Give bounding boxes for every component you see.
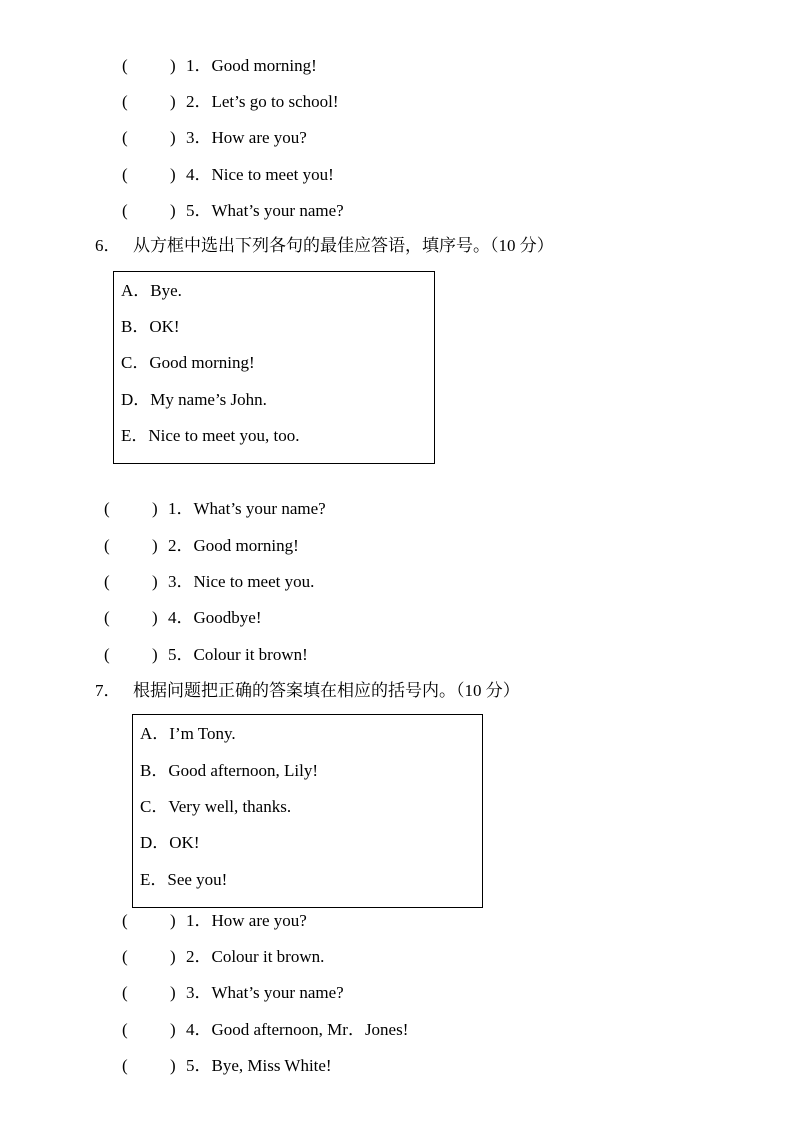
section6-instructions: 从方框中选出下列各句的最佳应答语，填序号。（10 分）: [133, 236, 554, 255]
option-item: A．Bye.: [121, 281, 182, 300]
section7-number: 7．: [95, 681, 121, 700]
answer-blank-open: (: [122, 983, 128, 1002]
section6-number: 6．: [95, 236, 121, 255]
answer-blank-open: (: [122, 911, 128, 930]
answer-blank-close: ): [152, 608, 158, 627]
answer-blank-close: ): [170, 1020, 176, 1039]
question-text: 1．How are you?: [186, 911, 307, 930]
section7-instructions: 根据问题把正确的答案填在相应的括号内。（10 分）: [133, 681, 520, 700]
option-item: B．OK!: [121, 317, 180, 336]
option-item: B．Good afternoon, Lily!: [140, 761, 318, 780]
question-text: 2．Let’s go to school!: [186, 92, 339, 111]
answer-blank-close: ): [152, 645, 158, 664]
answer-blank-close: ): [170, 911, 176, 930]
option-item: A．I’m Tony.: [140, 724, 236, 743]
question-text: 2．Good morning!: [168, 536, 299, 555]
question-text: 3．Nice to meet you.: [168, 572, 315, 591]
question-text: 5．What’s your name?: [186, 201, 344, 220]
answer-blank-open: (: [122, 128, 128, 147]
option-item: E．Nice to meet you, too.: [121, 426, 300, 445]
answer-blank-close: ): [170, 56, 176, 75]
answer-blank-close: ): [152, 572, 158, 591]
answer-blank-open: (: [104, 499, 110, 518]
question-text: 4．Goodbye!: [168, 608, 262, 627]
answer-blank-close: ): [170, 165, 176, 184]
answer-blank-open: (: [122, 92, 128, 111]
answer-blank-open: (: [104, 608, 110, 627]
section6-option-box: [113, 271, 435, 464]
answer-blank-open: (: [104, 645, 110, 664]
answer-blank-close: ): [152, 536, 158, 555]
answer-blank-close: ): [152, 499, 158, 518]
question-text: 3．What’s your name?: [186, 983, 344, 1002]
answer-blank-close: ): [170, 947, 176, 966]
answer-blank-close: ): [170, 201, 176, 220]
answer-blank-open: (: [122, 201, 128, 220]
answer-blank-close: ): [170, 1056, 176, 1075]
question-text: 4．Good afternoon, Mr．Jones!: [186, 1020, 409, 1039]
answer-blank-open: (: [104, 536, 110, 555]
answer-blank-open: (: [104, 572, 110, 591]
section7-option-box: [132, 714, 483, 908]
option-item: C．Very well, thanks.: [140, 797, 292, 816]
question-text: 5．Bye, Miss White!: [186, 1056, 332, 1075]
answer-blank-open: (: [122, 165, 128, 184]
option-item: C．Good morning!: [121, 353, 255, 372]
question-text: 3．How are you?: [186, 128, 307, 147]
answer-blank-open: (: [122, 1020, 128, 1039]
answer-blank-open: (: [122, 56, 128, 75]
question-text: 4．Nice to meet you!: [186, 165, 334, 184]
question-text: 5．Colour it brown!: [168, 645, 308, 664]
question-text: 1．What’s your name?: [168, 499, 326, 518]
option-item: D．My name’s John.: [121, 390, 267, 409]
answer-blank-close: ): [170, 128, 176, 147]
option-item: D．OK!: [140, 833, 200, 852]
question-text: 1．Good morning!: [186, 56, 317, 75]
answer-blank-open: (: [122, 1056, 128, 1075]
option-item: E．See you!: [140, 870, 228, 889]
answer-blank-close: ): [170, 983, 176, 1002]
answer-blank-open: (: [122, 947, 128, 966]
question-text: 2．Colour it brown.: [186, 947, 325, 966]
answer-blank-close: ): [170, 92, 176, 111]
